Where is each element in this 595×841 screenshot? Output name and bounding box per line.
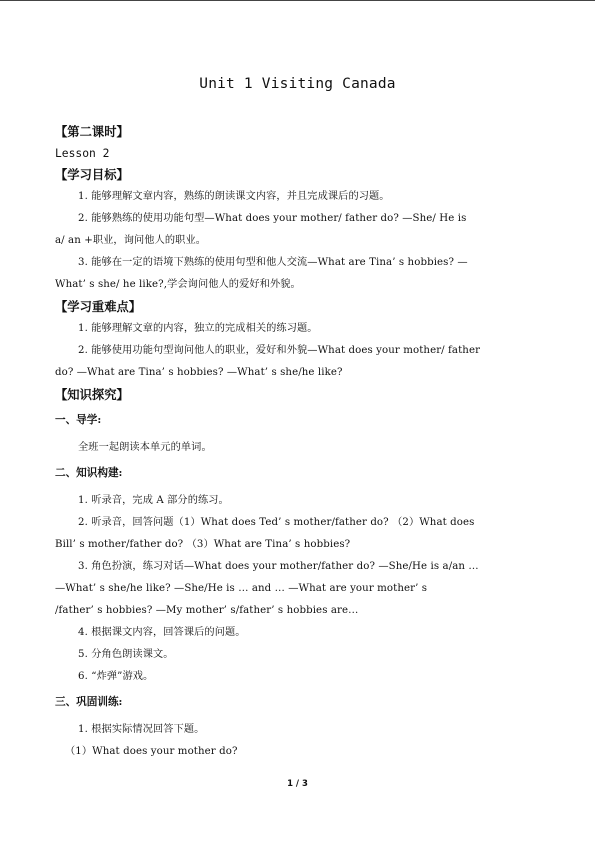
consolidation-heading: 三、巩固训练: <box>55 696 123 708</box>
consolidation-item-1: 1. 根据实际情况回答下题。 <box>78 724 205 735</box>
exploration-heading: 【知识探究】 <box>55 387 129 402</box>
construction-item-1: 1. 听录音，完成 A 部分的练习。 <box>78 495 229 506</box>
guide-text: 全班一起朗读本单元的单词。 <box>78 442 212 453</box>
objective-1: 1. 能够理解文章内容，熟练的朗读课文内容，并且完成课后的习题。 <box>78 191 390 202</box>
construction-heading: 二、知识构建: <box>55 467 123 479</box>
key-point-2-line2: do? —What are Tina’ s hobbies? —What’ s she/he like? <box>55 367 343 378</box>
lesson-section-header: 【第二课时】 <box>55 124 129 139</box>
document-body <box>55 121 545 763</box>
construction-item-2-line2: Bill’ s mother/father do? （3）What are Tina’ s hobbies? <box>55 539 351 550</box>
lesson-label: Lesson 2 <box>55 147 110 160</box>
construction-item-2-line1: 2. 听录音，回答问题（1）What does Ted’ s mother/father do? （2）What does <box>78 517 475 528</box>
objective-2-line2: a/ an +职业，询问他人的职业。 <box>55 235 207 246</box>
construction-item-5: 5. 分角色朗读课文。 <box>78 649 174 660</box>
objective-3-line2: What’ s she/ he like?,学会询问他人的爱好和外貌。 <box>55 279 301 290</box>
page-number: 1 / 3 <box>287 779 308 789</box>
objective-3-line1: 3. 能够在一定的语境下熟练的使用句型和他人交流—What are Tina’ s hobbies? — <box>78 257 468 268</box>
construction-item-3-line2: —What’ s she/he like? —She/He is … and … —What are your mother’ s <box>55 583 428 594</box>
key-points-heading: 【学习重难点】 <box>55 299 142 314</box>
header-rule <box>0 0 595 1</box>
objectives-heading: 【学习目标】 <box>55 167 129 182</box>
key-point-1: 1. 能够理解文章的内容，独立的完成相关的练习题。 <box>78 323 318 334</box>
document-title: Unit 1 Visiting Canada <box>199 76 396 92</box>
construction-item-6: 6. “炸弹”游戏。 <box>78 671 154 682</box>
construction-item-3-line3: /father’ s hobbies? —My mother’ s/father’ s hobbies are… <box>55 605 359 616</box>
guide-heading: 一、导学: <box>55 414 102 426</box>
construction-item-3-line1: 3. 角色扮演，练习对话—What does your mother/father do? —She/He is a/an … <box>78 561 479 572</box>
key-point-2-line1: 2. 能够使用功能句型询问他人的职业，爱好和外貌—What does your mother/ father <box>78 345 481 356</box>
construction-item-4: 4. 根据课文内容，回答课后的问题。 <box>78 627 246 638</box>
consolidation-question-1: （1）What does your mother do? <box>65 746 238 757</box>
objective-2-line1: 2. 能够熟练的使用功能句型—What does your mother/ father do? —She/ He is <box>78 213 467 224</box>
